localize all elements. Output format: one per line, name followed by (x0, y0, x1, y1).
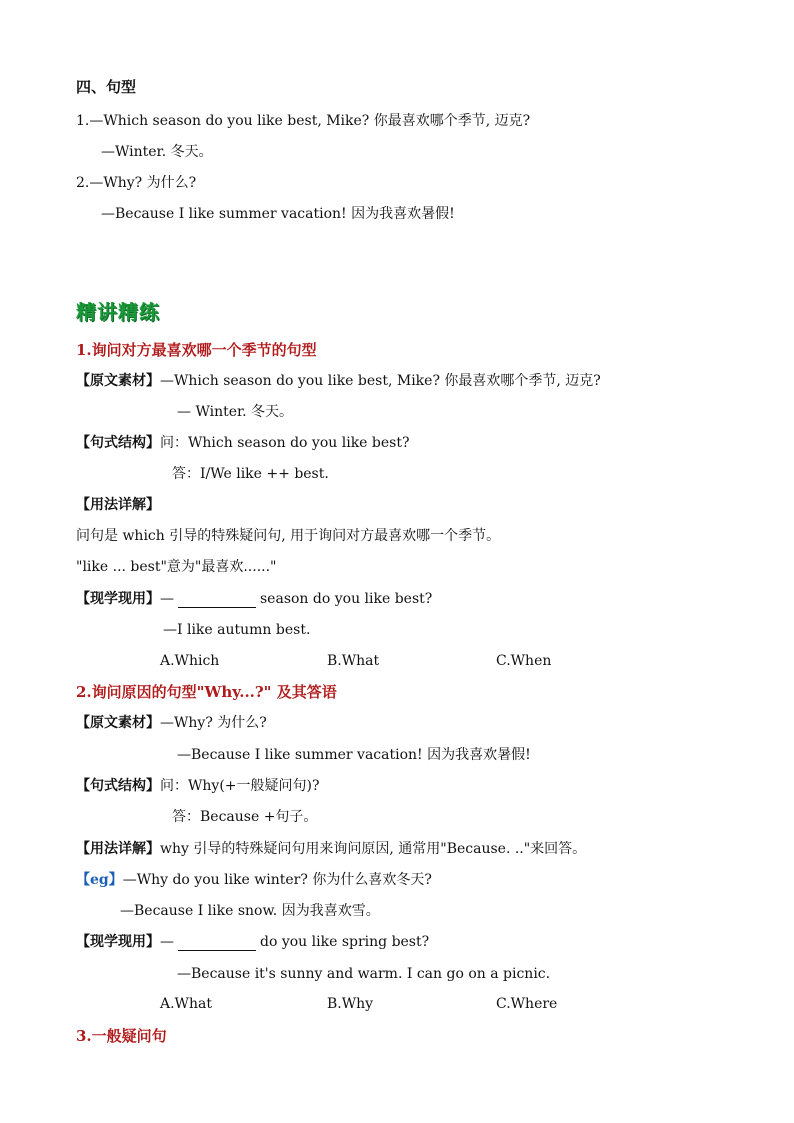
point1-practice-answer: —I like autumn best. (163, 622, 311, 638)
point2-structure-answer: 答：Because +句子。 (172, 809, 318, 825)
practice-dash: — (160, 934, 174, 950)
point2-practice-question (76, 933, 429, 951)
point2-option-c[interactable]: C.Where (496, 996, 558, 1012)
practice-label: 【现学现用】 (76, 591, 160, 607)
usage-text: why 引导的特殊疑问句用来询问原因, 通常用"Because. .."来回答。 (160, 841, 587, 857)
structure-text: 问：Why(+一般疑问句)? (160, 778, 320, 794)
point2-title: 2.询问原因的句型"Why...?" 及其答语 (76, 683, 337, 701)
point2-practice-answer: —Because it's sunny and warm. I can go on a picnic. (177, 966, 551, 982)
practice-text: do you like spring best? (260, 934, 430, 950)
point2-structure-question (76, 777, 319, 795)
practice-dash: — (160, 591, 174, 607)
structure-label: 【句式结构】 (76, 778, 160, 794)
point2-option-a[interactable]: A.What (160, 996, 212, 1012)
practice-text: season do you like best? (260, 591, 433, 607)
point1-practice-question (76, 590, 432, 608)
source-text: —Which season do you like best, Mike? 你最喜欢哪个季节, 迈克? (160, 373, 601, 389)
usage-label: 【用法详解】 (76, 841, 160, 857)
point2-source-answer: —Because I like summer vacation! 因为我喜欢暑假! (177, 747, 531, 763)
source-label: 【原文素材】 (76, 373, 160, 389)
point2-example-question (76, 871, 432, 889)
point1-title: 1.询问对方最喜欢哪一个季节的句型 (76, 341, 317, 359)
answer-blank[interactable] (178, 936, 256, 951)
eg-label: 【eg】 (76, 872, 123, 888)
source-text: —Why? 为什么? (160, 715, 267, 731)
source-label: 【原文素材】 (76, 715, 160, 731)
point3-title: 3.一般疑问句 (76, 1027, 167, 1045)
point2-option-b[interactable]: B.Why (327, 996, 374, 1012)
structure-text: 问：Which season do you like best? (160, 435, 410, 451)
pattern-answer-2: —Because I like summer vacation! 因为我喜欢暑假! (101, 206, 455, 222)
point1-option-c[interactable]: C.When (496, 653, 552, 669)
answer-blank[interactable] (178, 593, 256, 608)
pattern-question-1: 1.—Which season do you like best, Mike? 你最喜欢哪个季节, 迈克? (76, 113, 531, 129)
point1-usage-line-2: "like ... best"意为"最喜欢......" (76, 559, 277, 575)
point1-option-b[interactable]: B.What (327, 653, 380, 669)
practice-label: 【现学现用】 (76, 934, 160, 950)
pattern-answer-1: —Winter. 冬天。 (101, 144, 213, 160)
point1-usage-line-1: 问句是 which 引导的特殊疑问句, 用于询问对方最喜欢哪一个季节。 (76, 528, 501, 544)
structure-label: 【句式结构】 (76, 435, 160, 451)
point2-source-question (76, 714, 267, 732)
point1-source-question (76, 372, 601, 390)
pattern-question-2: 2.—Why? 为什么? (76, 175, 197, 191)
eg-text: —Why do you like winter? 你为什么喜欢冬天? (122, 872, 432, 888)
section-heading: 四、句型 (76, 78, 137, 96)
point2-usage (76, 840, 586, 858)
point2-example-answer: —Because I like snow. 因为我喜欢雪。 (120, 903, 380, 919)
point1-source-answer: — Winter. 冬天。 (177, 404, 294, 420)
point1-usage-label: 【用法详解】 (76, 497, 160, 513)
point1-structure-question (76, 434, 409, 452)
banner-title: 精讲精练 (76, 300, 160, 324)
point1-structure-answer: 答：I/We like ++ best. (172, 466, 329, 482)
point1-option-a[interactable]: A.Which (160, 653, 220, 669)
